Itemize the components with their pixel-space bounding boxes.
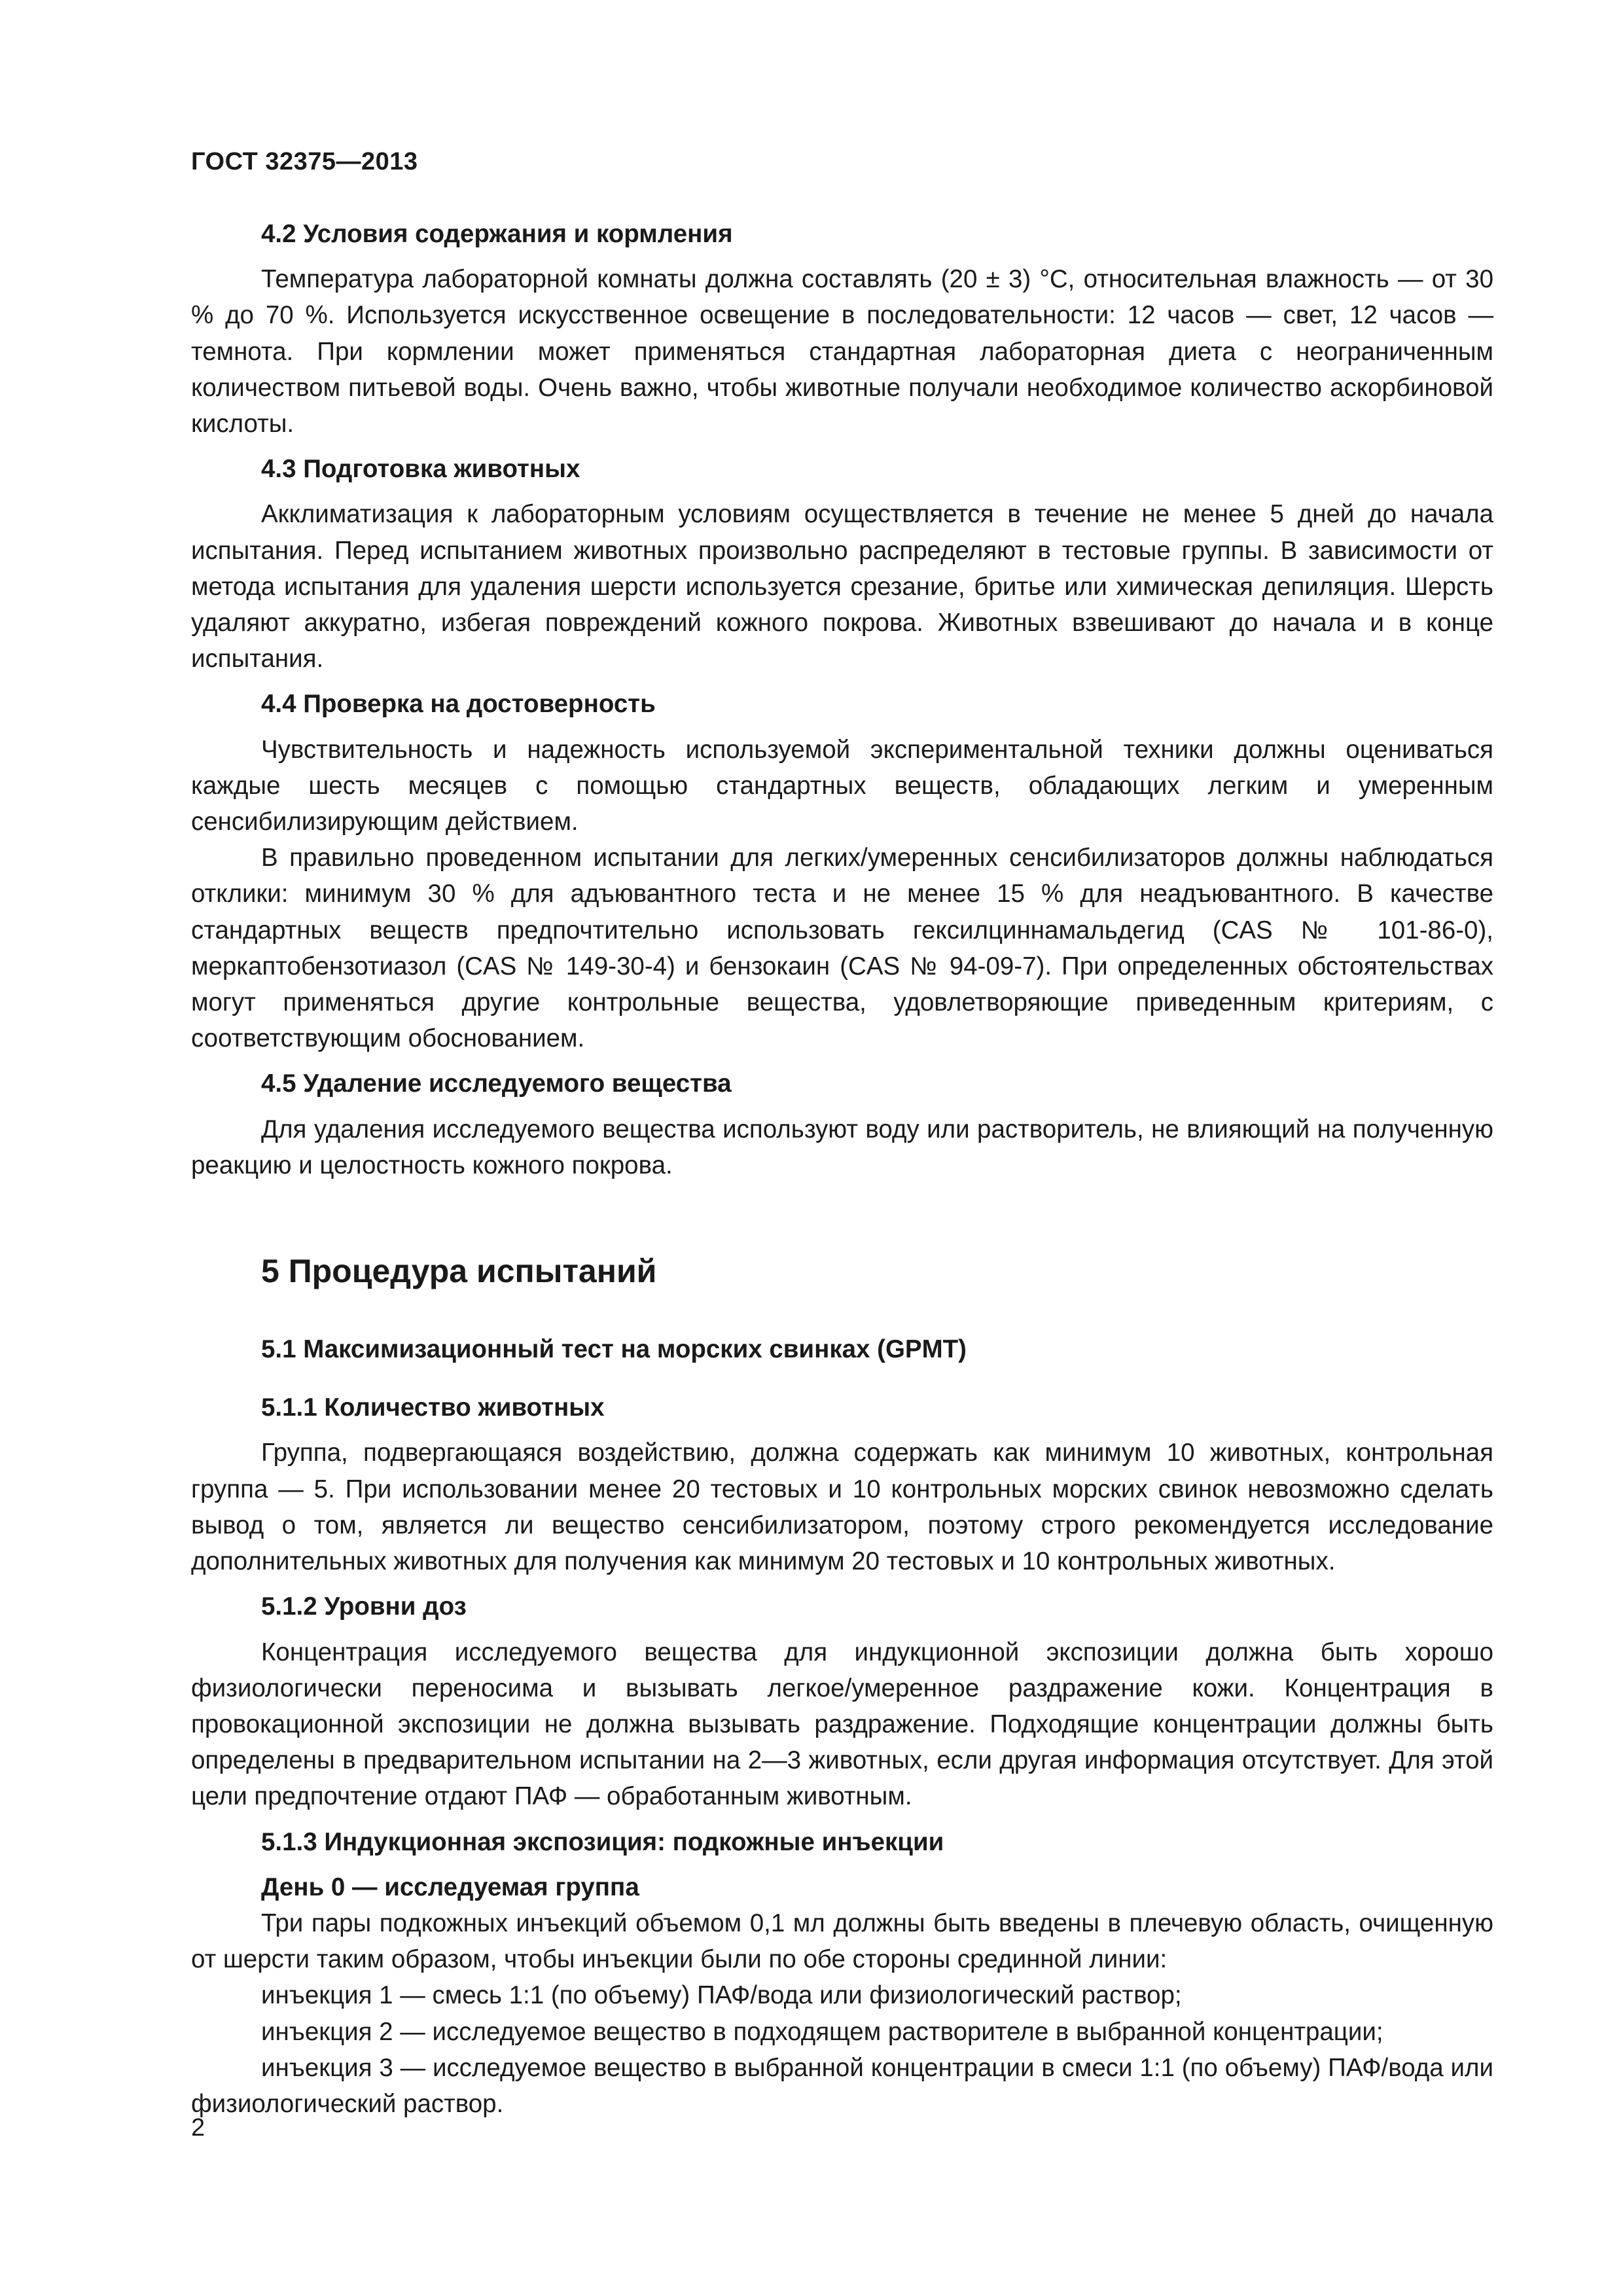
section-4-4-title: 4.4 Проверка на достоверность (261, 690, 656, 719)
section-4-2-title: 4.2 Условия содержания и кормления (261, 220, 733, 248)
list-item: инъекция 1 — смесь 1:1 (по объему) ПАФ/вода или физиологический раствор; (261, 1981, 1182, 2010)
section-5-1-1-paragraph: Группа, подвергающаяся воздействию, должна содержать как минимум 10 животных, контрольная группа — 5. При использовании менее 20 тестовых и 10 контрольных морских свинок невозможно сделать вывод о том, является ли вещество сенсибилизатором, поэтому строго рекомендуется исследование дополнительных животных для получения как минимум 20 тестовых и 10 контрольных животных. (191, 1439, 1493, 1576)
section-5-1-title: 5.1 Максимизационный тест на морских свинках (GPMT) (261, 1335, 967, 1364)
section-5-1-3-subtitle: День 0 — исследуемая группа (261, 1873, 639, 1901)
section-5-title: 5 Процедура испытаний (261, 1253, 657, 1290)
section-4-4-paragraph-2: В правильно проведенном испытании для легких/умеренных сенсибилизаторов должны наблюдаться отклики: минимум 30 % для адъювантного теста и не менее 15 % для неадъювантного. В качестве стандартных веществ предпочтительно использовать гексилциннамальдегид (CAS № 101-86-0), меркаптобензотиазол (CAS № 149-30-4) и бензокаин (CAS № 94-09-7). При определенных обстоятельствах могут применяться другие контрольные вещества, удовлетворяющие приведенным критериям, с соответствующим обоснованием. (191, 844, 1493, 1053)
list-item: инъекция 2 — исследуемое вещество в подходящем растворителе в выбранной концентрации; (261, 2017, 1383, 2046)
document-body (191, 216, 1493, 2122)
section-5-1-3-paragraph: Три пары подкожных инъекций объемом 0,1 мл должны быть введены в плечевую область, очищенную от шерсти таким образом, чтобы инъекции были по обе стороны срединной линии: (191, 1909, 1493, 1974)
section-4-3-paragraph: Акклиматизация к лабораторным условиям осуществляется в течение не менее 5 дней до начала испытания. Перед испытанием животных произвольно распределяют в тестовые группы. В зависимости от метода испытания для удаления шерсти используется срезание, бритье или химическая депиляция. Шерсть удаляют аккуратно, избегая повреждений кожного покрова. Животных взвешивают до начала и в конце испытания. (191, 500, 1493, 673)
section-4-3-title: 4.3 Подготовка животных (261, 455, 580, 484)
document-header: ГОСТ 32375—2013 (191, 148, 418, 175)
section-4-5-title: 4.5 Удаление исследуемого вещества (261, 1069, 732, 1098)
list-item: инъекция 3 — исследуемое вещество в выбранной концентрации в смеси 1:1 (по объему) ПАФ/вода или физиологический раствор. (191, 2053, 1493, 2118)
page-number: 2 (191, 2114, 205, 2142)
section-5-1-2-title: 5.1.2 Уровни доз (261, 1592, 467, 1621)
section-4-5-paragraph: Для удаления исследуемого вещества используют воду или растворитель, не влияющий на полученную реакцию и целостность кожного покрова. (191, 1115, 1493, 1179)
section-5-1-2-paragraph: Концентрация исследуемого вещества для индукционной экспозиции должна быть хорошо физиологически переносима и вызывать легкое/умеренное раздражение кожи. Концентрация в провокационной экспозиции не должна вызывать раздражение. Подходящие концентрации должны быть определены в предварительном испытании на 2—3 животных, если другая информация отсутствует. Для этой цели предпочтение отдают ПАФ — обработанным животным. (191, 1638, 1493, 1811)
section-4-4-paragraph-1: Чувствительность и надежность используемой экспериментальной техники должны оцениваться каждые шесть месяцев с помощью стандартных веществ, обладающих легким и умеренным сенсибилизирующим действием. (191, 735, 1493, 836)
section-5-1-3-title: 5.1.3 Индукционная экспозиция: подкожные инъекции (261, 1827, 944, 1856)
section-4-2-paragraph: Температура лабораторной комнаты должна составлять (20 ± 3) °С, относительная влажность — от 30 % до 70 %. Используется искусственное освещение в последовательности: 12 часов — свет, 12 часов — темнота. При кормлении может применяться стандартная лабораторная диета с неограниченным количеством питьевой воды. Очень важно, чтобы животные получали необходимое количество аскорбиновой кислоты. (191, 265, 1493, 439)
section-5-1-1-title: 5.1.1 Количество животных (261, 1393, 605, 1422)
